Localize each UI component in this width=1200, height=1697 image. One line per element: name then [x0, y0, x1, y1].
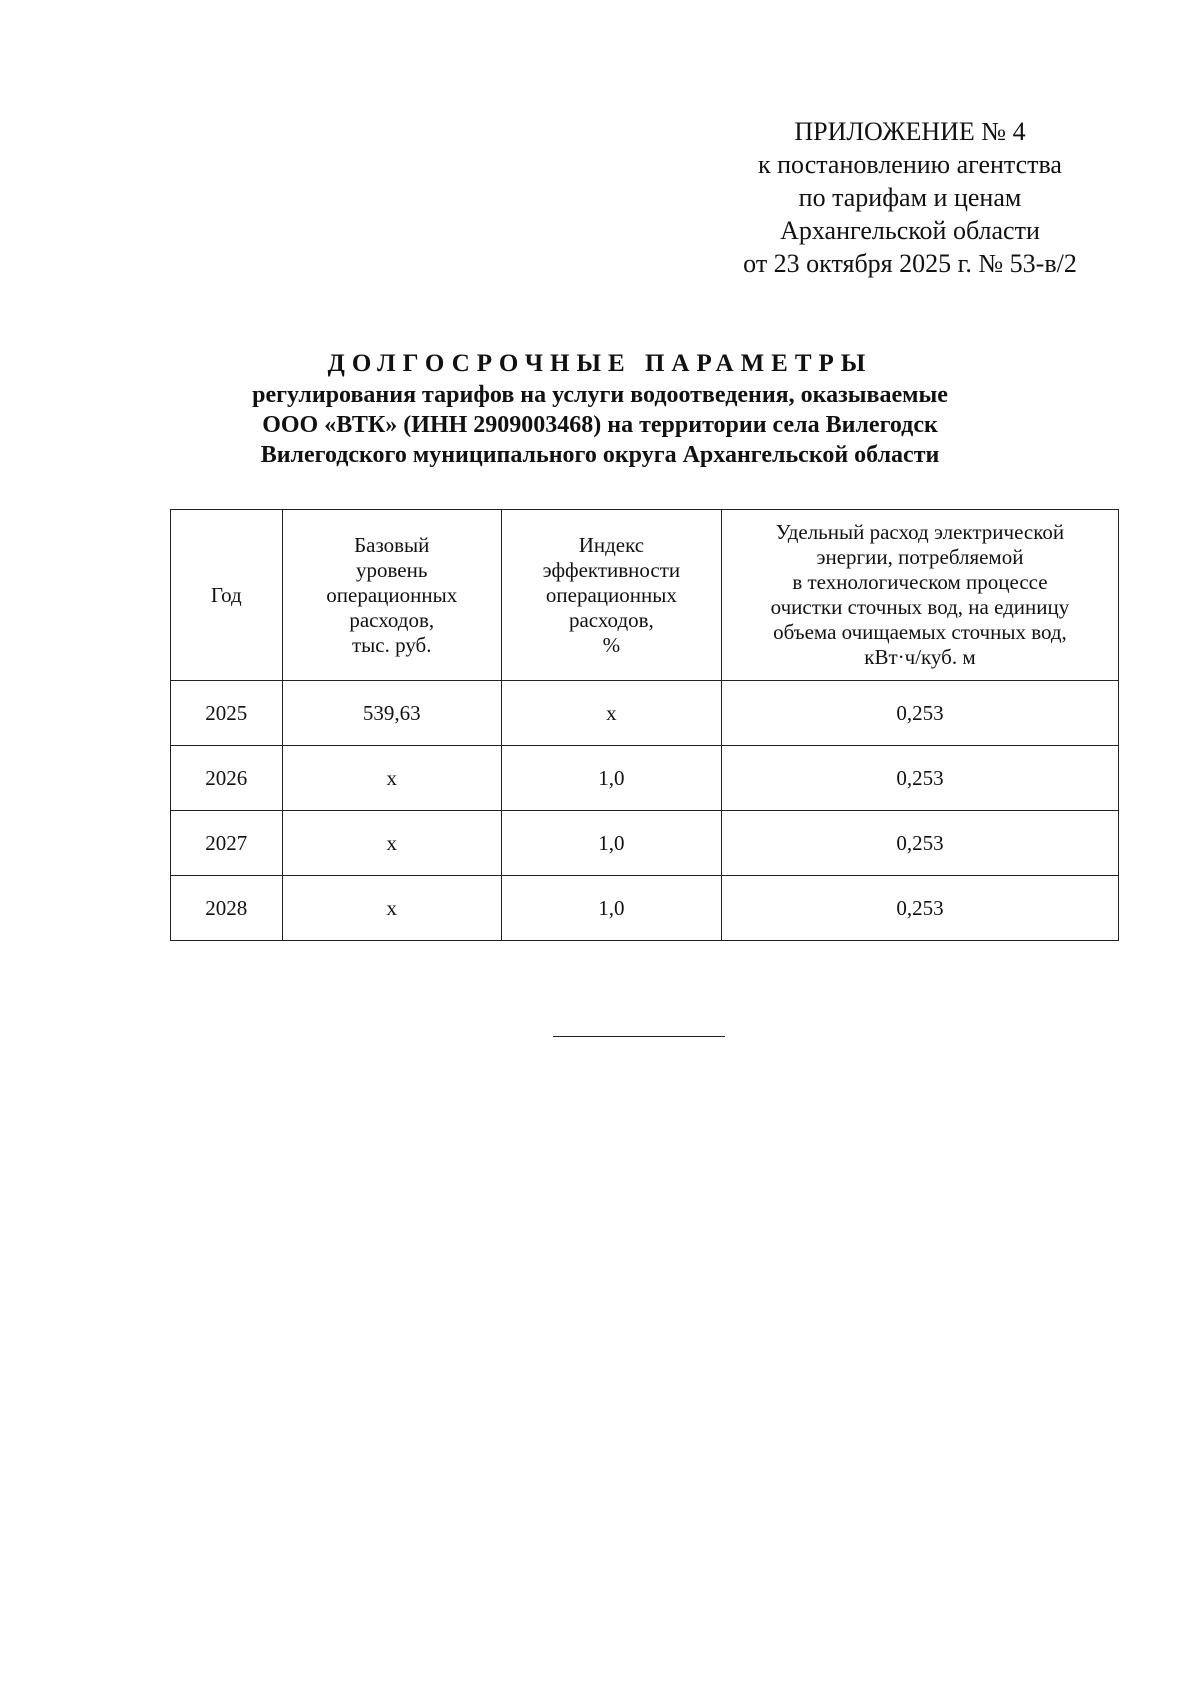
appendix-ref-line: по тарифам и ценам — [798, 183, 1022, 212]
table-row — [171, 876, 1119, 941]
cell-energy-consumption: 0,253 — [721, 681, 1118, 746]
table-header-row — [171, 510, 1119, 681]
table-row — [171, 746, 1119, 811]
table-row — [171, 681, 1119, 746]
cell-energy-consumption: 0,253 — [721, 876, 1118, 941]
header-base-opex: Базовый уровень операционных расходов, тыс. руб. — [282, 510, 501, 681]
appendix-ref-line: к постановлению агентства — [758, 150, 1062, 179]
appendix-number: ПРИЛОЖЕНИЕ № 4 — [794, 117, 1026, 146]
cell-year: 2028 — [171, 876, 283, 941]
title-main: ДОЛГОСРОЧНЫЕ ПАРАМЕТРЫ — [327, 350, 873, 377]
cell-year: 2026 — [171, 746, 283, 811]
appendix-block — [600, 115, 1200, 280]
cell-year: 2025 — [171, 681, 283, 746]
end-divider — [553, 1036, 725, 1037]
cell-base-opex: x — [282, 746, 501, 811]
title-subline: регулирования тарифов на услуги водоотведения, оказываемые — [252, 382, 948, 408]
cell-energy-consumption: 0,253 — [721, 811, 1118, 876]
appendix-date-line: от 23 октября 2025 г. № 53-в/2 — [743, 249, 1077, 278]
appendix-ref-line: Архангельской области — [780, 216, 1040, 245]
cell-energy-consumption: 0,253 — [721, 746, 1118, 811]
title-subline: ООО «ВТК» (ИНН 2909003468) на территории села Вилегодск — [262, 412, 938, 438]
cell-base-opex: x — [282, 876, 501, 941]
cell-year: 2027 — [171, 811, 283, 876]
document-title — [180, 347, 1020, 470]
cell-base-opex: 539,63 — [282, 681, 501, 746]
header-year: Год — [171, 510, 283, 681]
parameters-table — [170, 509, 1119, 941]
cell-efficiency-index: 1,0 — [501, 811, 721, 876]
header-efficiency-index: Индекс эффективности операционных расходов, % — [501, 510, 721, 681]
cell-base-opex: x — [282, 811, 501, 876]
cell-efficiency-index: 1,0 — [501, 746, 721, 811]
table-row — [171, 811, 1119, 876]
cell-efficiency-index: 1,0 — [501, 876, 721, 941]
cell-efficiency-index: x — [501, 681, 721, 746]
header-energy-consumption: Удельный расход электрической энергии, потребляемой в технологическом процессе очистки сточных вод, на единицу объема очищаемых сточных вод, кВт·ч/куб. м — [721, 510, 1118, 681]
title-subline: Вилегодского муниципального округа Архангельской области — [260, 442, 940, 468]
